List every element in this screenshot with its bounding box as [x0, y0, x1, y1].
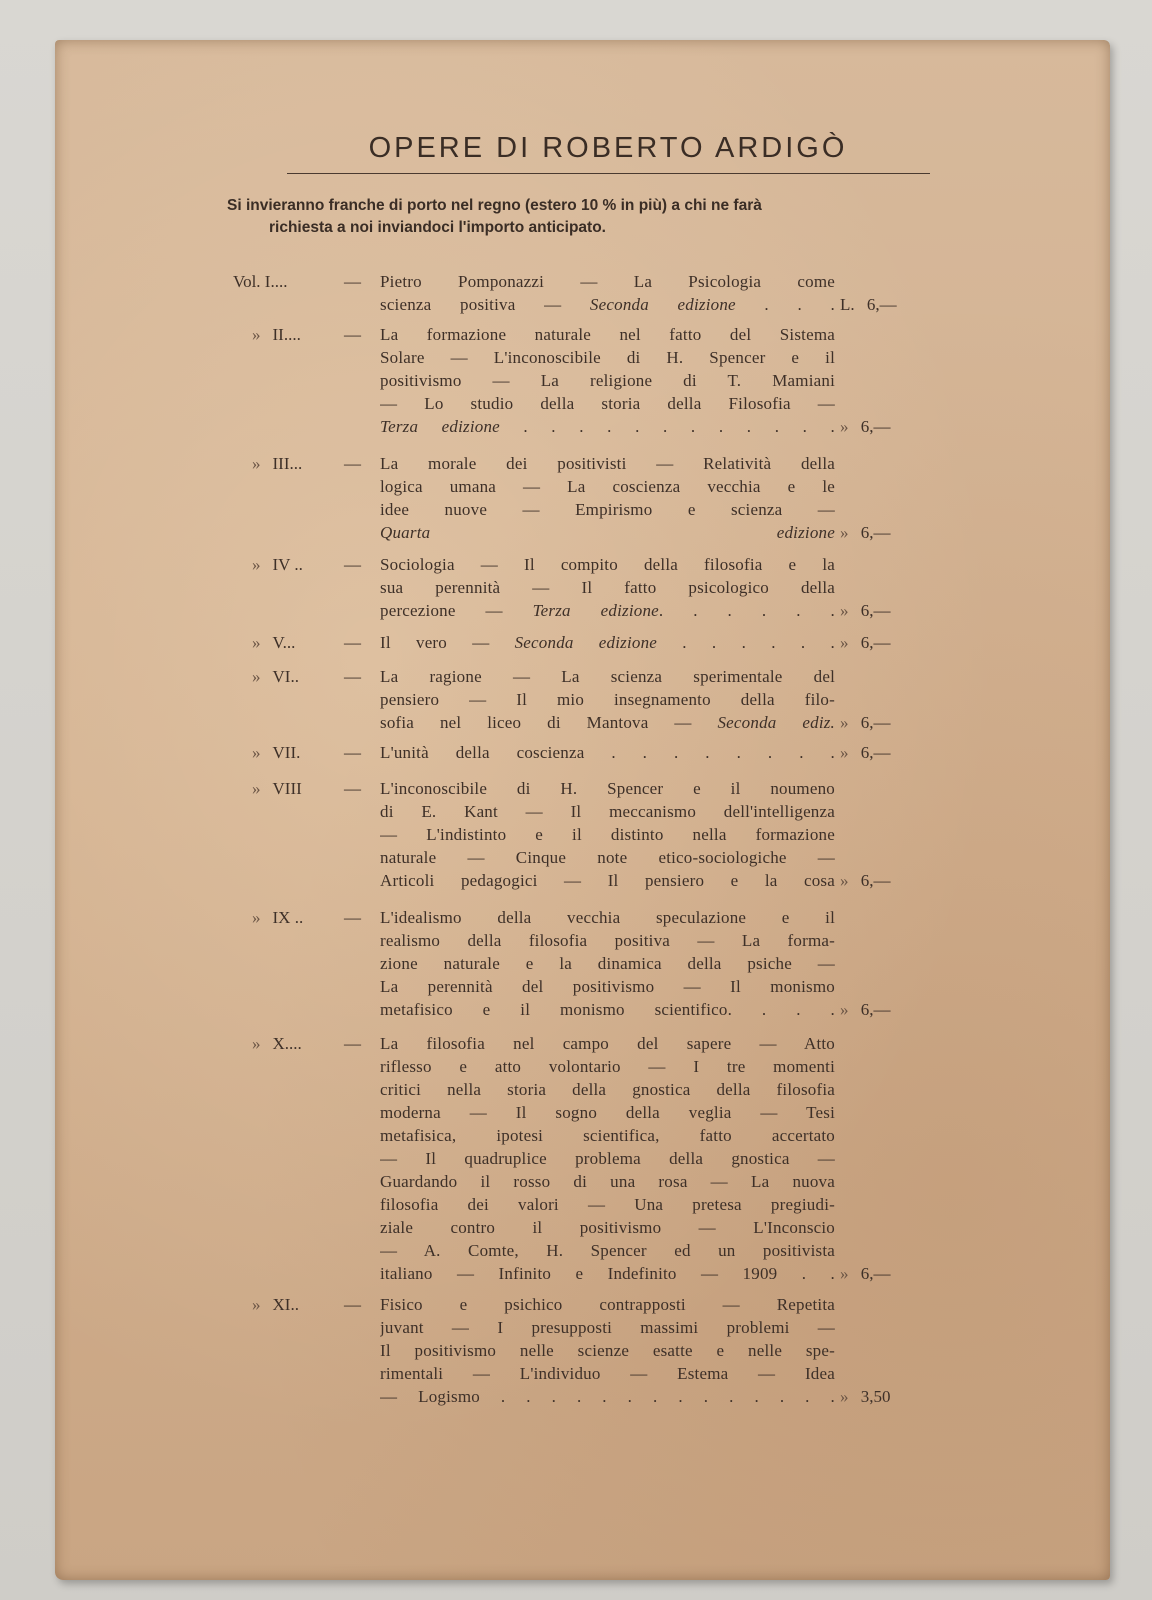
volume-label: XI.. [272, 1295, 299, 1314]
volume-contents [380, 553, 835, 622]
price-value: 6,— [860, 871, 891, 890]
contents-line: La morale dei positivisti — Relatività della [380, 454, 835, 473]
volume-price [840, 293, 950, 316]
ditto-mark: » [252, 633, 261, 652]
contents-line: L'unità della coscienza . . . . . . . . [380, 743, 835, 762]
contents-line: — Logismo . . . . . . . . . . . . . . [380, 1387, 835, 1406]
contents-line: naturale — Cinque note etico-sociologiche — [380, 848, 835, 867]
contents-line: La perennità del positivismo — Il monismo [380, 977, 835, 996]
contents-line: zione naturale e la dinamica della psiche — [380, 954, 835, 973]
volume-price [840, 711, 950, 734]
price-value: 6,— [860, 417, 891, 436]
price-prefix: » [840, 871, 853, 890]
volume-contents [380, 270, 835, 316]
contents-line: realismo della filosofia positiva — La forma- [380, 931, 835, 950]
volume-number [252, 553, 303, 576]
contents-line: di E. Kant — Il meccanismo dell'intelligenza [380, 802, 835, 821]
contents-line: rimentali — L'individuo — Estema — Idea [380, 1364, 835, 1383]
contents-line: La ragione — La scienza sperimentale del [380, 667, 835, 686]
contents-line: — Il quadruplice problema della gnostica — [380, 1149, 835, 1168]
volume-contents [380, 323, 835, 438]
price-prefix: » [840, 1000, 853, 1019]
volume-number [252, 323, 301, 346]
ditto-mark: » [252, 1034, 261, 1053]
price-value: 6,— [860, 633, 891, 652]
volume-number [252, 1293, 299, 1316]
contents-line: idee nuove — Empirismo e scienza — [380, 500, 835, 519]
contents-line: Quarta edizione [380, 523, 835, 542]
contents-line: critici nella storia della gnostica della filosofia [380, 1080, 835, 1099]
volume-label: VIII [272, 779, 302, 798]
volume-number [252, 741, 300, 764]
notice-line-2: richiesta a noi inviandoci l'importo anticipato. [269, 219, 606, 236]
contents-line: riflesso e atto volontario — I tre momenti [380, 1057, 835, 1076]
contents-line: L'idealismo della vecchia speculazione e il [380, 908, 835, 927]
contents-line: ziale contro il positivismo — L'Inconscio [380, 1218, 835, 1237]
em-dash: — [344, 667, 361, 686]
volume-label: VI.. [272, 667, 299, 686]
contents-line: juvant — I presupposti massimi problemi — [380, 1318, 835, 1337]
volume-price [840, 869, 950, 892]
volume-price [840, 521, 950, 544]
volume-label: III... [272, 454, 303, 473]
price-value: 6,— [860, 601, 891, 620]
volume-contents [380, 631, 835, 654]
ditto-mark: » [252, 555, 261, 574]
price-value: 6,— [860, 713, 891, 732]
em-dash: — [344, 743, 361, 762]
price-value: 6,— [860, 1264, 891, 1283]
volume-price [840, 1262, 950, 1285]
em-dash: — [344, 908, 361, 927]
em-dash: — [344, 555, 361, 574]
volume-label: IV .. [272, 555, 303, 574]
page-title: OPERE DI ROBERTO ARDIGÒ [368, 132, 848, 164]
volume-number [252, 665, 299, 688]
volume-contents [380, 1032, 835, 1285]
volume-number [252, 906, 303, 929]
volume-number [252, 631, 295, 654]
price-prefix: » [840, 743, 853, 762]
em-dash: — [344, 779, 361, 798]
price-prefix: » [840, 1387, 853, 1406]
contents-line: L'inconoscibile di H. Spencer e il noumeno [380, 779, 835, 798]
contents-line: Pietro Pomponazzi — La Psicologia come [380, 272, 835, 291]
ditto-mark: » [252, 1295, 261, 1314]
volume-price [840, 741, 950, 764]
price-prefix: L. [840, 295, 859, 314]
contents-line: La filosofia nel campo del sapere — Atto [380, 1034, 835, 1053]
price-prefix: » [840, 633, 853, 652]
contents-line: scienza positiva — Seconda edizione . . . [380, 295, 835, 314]
price-prefix: » [840, 417, 853, 436]
volume-contents [380, 665, 835, 734]
price-value: 6,— [866, 295, 897, 314]
notice-line-1: Si invieranno franche di porto nel regno (estero 10 % in più) a chi ne farà [227, 197, 762, 214]
contents-line: La formazione naturale nel fatto del Sistema [380, 325, 835, 344]
contents-line: italiano — Infinito e Indefinito — 1909 . . [380, 1264, 835, 1283]
contents-line: Il positivismo nelle scienze esatte e nelle spe- [380, 1341, 835, 1360]
ditto-mark: » [252, 325, 261, 344]
volume-number [252, 1032, 302, 1055]
volume-number [252, 777, 302, 800]
price-prefix: » [840, 523, 853, 542]
contents-line: filosofia dei valori — Una pretesa pregiudi- [380, 1195, 835, 1214]
em-dash: — [344, 1034, 361, 1053]
volume-contents [380, 1293, 835, 1408]
volume-number [252, 452, 302, 475]
volume-price [840, 998, 950, 1021]
volume-price [840, 415, 950, 438]
volume-price [840, 1385, 950, 1408]
price-prefix: » [840, 713, 853, 732]
ditto-mark: » [252, 454, 261, 473]
volume-contents [380, 906, 835, 1021]
contents-line: Sociologia — Il compito della filosofia e la [380, 555, 835, 574]
contents-line: positivismo — La religione di T. Mamiani [380, 371, 835, 390]
volume-price [840, 599, 950, 622]
em-dash: — [344, 1295, 361, 1314]
em-dash: — [344, 454, 361, 473]
ditto-mark: » [252, 743, 261, 762]
price-value: 3,50 [860, 1387, 891, 1406]
volume-contents [380, 452, 835, 544]
ditto-mark: » [252, 779, 261, 798]
price-prefix: » [840, 601, 853, 620]
contents-line: moderna — Il sogno della veglia — Tesi [380, 1103, 835, 1122]
contents-line: Guardando il rosso di una rosa — La nuova [380, 1172, 835, 1191]
volume-contents [380, 777, 835, 892]
volume-label: VII. [272, 743, 301, 762]
volume-label: Vol. I.... [233, 272, 288, 291]
contents-line: Il vero — Seconda edizione . . . . . . [380, 633, 835, 652]
contents-line: pensiero — Il mio insegnamento della filo- [380, 690, 835, 709]
ditto-mark: » [252, 667, 261, 686]
contents-line: percezione — Terza edizione. . . . . . [380, 601, 835, 620]
title-underline [287, 173, 930, 174]
contents-line: Solare — L'inconoscibile di H. Spencer e il [380, 348, 835, 367]
contents-line: Terza edizione . . . . . . . . . . . . [380, 417, 835, 436]
contents-line: sofia nel liceo di Mantova — Seconda ediz. [380, 713, 835, 732]
volume-price [840, 631, 950, 654]
ditto-mark: » [252, 908, 261, 927]
em-dash: — [344, 633, 361, 652]
volume-contents [380, 741, 835, 764]
contents-line: — A. Comte, H. Spencer ed un positivista [380, 1241, 835, 1260]
shipping-notice [227, 195, 987, 239]
volume-label: IX .. [272, 908, 304, 927]
price-value: 6,— [860, 523, 891, 542]
contents-line: sua perennità — Il fatto psicologico della [380, 578, 835, 597]
volume-label: X.... [272, 1034, 302, 1053]
contents-line: logica umana — La coscienza vecchia e le [380, 477, 835, 496]
contents-line: metafisico e il monismo scientifico. . . . [380, 1000, 835, 1019]
volume-number [233, 270, 287, 293]
contents-line: Articoli pedagogici — Il pensiero e la cosa [380, 871, 835, 890]
contents-line: — Lo studio della storia della Filosofia — [380, 394, 835, 413]
em-dash: — [344, 272, 361, 291]
price-value: 6,— [860, 1000, 891, 1019]
volume-label: V... [272, 633, 296, 652]
em-dash: — [344, 325, 361, 344]
contents-line: metafisica, ipotesi scientifica, fatto accertato [380, 1126, 835, 1145]
volume-label: II.... [272, 325, 301, 344]
price-value: 6,— [860, 743, 891, 762]
contents-line: — L'indistinto e il distinto nella formazione [380, 825, 835, 844]
contents-line: Fisico e psichico contrapposti — Repetita [380, 1295, 835, 1314]
book-back-cover [55, 40, 1110, 1580]
price-prefix: » [840, 1264, 853, 1283]
